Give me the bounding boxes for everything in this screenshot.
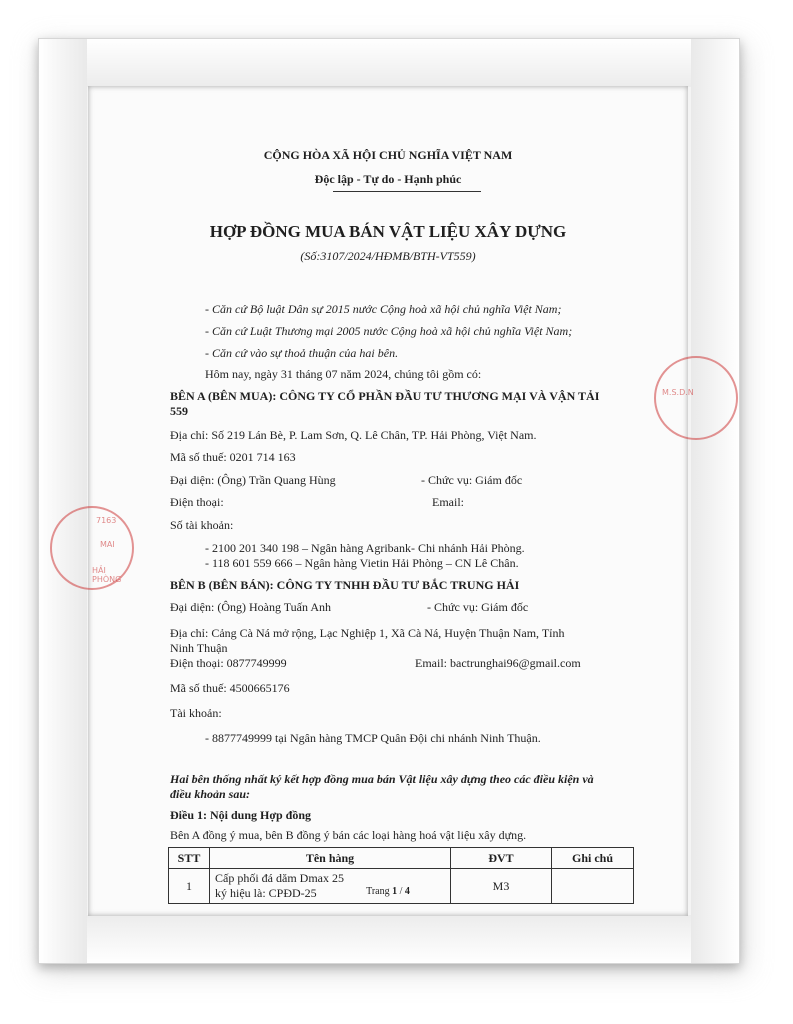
frame-bevel-top bbox=[39, 39, 739, 87]
cell-stt: 1 bbox=[169, 869, 210, 904]
agreement-line-1: Hai bên thống nhất ký kết hợp đồng mua bán Vật liệu xây dựng theo các điều kiện và bbox=[170, 772, 594, 786]
party-b-rep: Đại diện: (Ông) Hoàng Tuấn Anh bbox=[170, 600, 331, 614]
party-a-rep: Đại diện: (Ông) Trần Quang Hùng bbox=[170, 473, 336, 487]
footer-current-page: 1 bbox=[392, 886, 398, 897]
basis-1: - Căn cứ Bộ luật Dân sự 2015 nước Cộng hoà xã hội chủ nghĩa Việt Nam; bbox=[205, 302, 562, 316]
party-b-position: - Chức vụ: Giám đốc bbox=[427, 600, 529, 614]
party-a-heading: BÊN A (BÊN MUA): CÔNG TY CỔ PHẦN ĐẦU TƯ THƯƠNG MẠI VÀ VẬN TẢI bbox=[170, 389, 600, 403]
basis-2: - Căn cứ Luật Thương mại 2005 nước Cộng hoà xã hội chủ nghĩa Việt Nam; bbox=[205, 324, 573, 338]
frame-bevel-left bbox=[39, 39, 87, 963]
party-a-address: Địa chỉ: Số 219 Lán Bè, P. Lam Sơn, Q. Lê Chân, TP. Hải Phòng, Việt Nam. bbox=[170, 428, 537, 442]
article-1-heading: Điều 1: Nội dung Hợp đồng bbox=[170, 808, 312, 822]
party-b-email: Email: bactrunghai96@gmail.com bbox=[415, 656, 581, 670]
article-1-intro: Bên A đồng ý mua, bên B đồng ý bán các loại hàng hoá vật liệu xây dựng. bbox=[170, 828, 527, 842]
cell-unit: M3 bbox=[451, 869, 552, 904]
cell-name-line-1: Cấp phối đá dăm Dmax 25 bbox=[215, 871, 344, 885]
party-a-account-2: - 118 601 559 666 – Ngân hàng Vietin Hải Phòng – CN Lê Chân. bbox=[205, 556, 519, 570]
party-b-address-cont: Ninh Thuận bbox=[170, 641, 228, 655]
picture-frame bbox=[38, 38, 740, 964]
party-b-account: - 8877749999 tại Ngân hàng TMCP Quân Đội chi nhánh Ninh Thuận. bbox=[205, 731, 541, 745]
contract-number: (Số:3107/2024/HĐMB/BTH-VT559) bbox=[300, 249, 476, 263]
stamp-left-bottom-text: HẢI PHÒNG bbox=[92, 566, 122, 584]
basis-3: - Căn cứ vào sự thoả thuận của hai bên. bbox=[205, 346, 399, 360]
party-b-address: Địa chỉ: Cảng Cà Ná mở rộng, Lạc Nghiệp 1, Xã Cà Ná, Huyện Thuận Nam, Tỉnh bbox=[170, 626, 565, 640]
party-b-tax: Mã số thuế: 4500665176 bbox=[170, 681, 290, 695]
stamp-left-mid-text: MAI bbox=[100, 540, 115, 549]
party-a-heading-cont: 559 bbox=[170, 404, 188, 418]
red-stamp-right bbox=[654, 356, 738, 440]
stamp-right-text: M.S.D.N bbox=[662, 388, 694, 397]
party-a-phone: Điện thoại: bbox=[170, 495, 224, 509]
contract-page bbox=[88, 86, 694, 916]
footer-prefix: Trang bbox=[366, 886, 393, 897]
party-a-tax: Mã số thuế: 0201 714 163 bbox=[170, 450, 296, 464]
party-a-account-1: - 2100 201 340 198 – Ngân hàng Agribank- Chi nhánh Hải Phòng. bbox=[205, 541, 525, 555]
motto-underline bbox=[333, 191, 481, 192]
party-b-phone: Điện thoại: 0877749999 bbox=[170, 656, 287, 670]
today-line: Hôm nay, ngày 31 tháng 07 năm 2024, chúng tôi gồm có: bbox=[205, 367, 482, 381]
party-a-position: - Chức vụ: Giám đốc bbox=[421, 473, 523, 487]
party-a-accounts-label: Số tài khoản: bbox=[170, 518, 234, 532]
stamp-left-top-text: 7163 bbox=[96, 516, 117, 525]
footer-separator: / bbox=[397, 886, 405, 897]
party-b-accounts-label: Tài khoản: bbox=[170, 706, 222, 720]
agreement-line-2: điều khoản sau: bbox=[170, 787, 251, 801]
col-header-stt: STT bbox=[169, 848, 210, 869]
col-header-unit: ĐVT bbox=[451, 848, 552, 869]
frame-bevel-bottom bbox=[39, 915, 739, 963]
footer-total-pages: 4 bbox=[404, 886, 410, 897]
red-stamp-left bbox=[50, 506, 134, 590]
col-header-note: Ghi chú bbox=[552, 848, 634, 869]
col-header-name: Tên hàng bbox=[210, 848, 451, 869]
party-b-heading: BÊN B (BÊN BÁN): CÔNG TY TNHH ĐẦU TƯ BẮC TRUNG HẢI bbox=[170, 578, 520, 592]
page-footer bbox=[88, 886, 688, 897]
table-header-row bbox=[169, 848, 634, 869]
party-a-email: Email: bbox=[432, 495, 464, 509]
contract-title: HỢP ĐỒNG MUA BÁN VẬT LIỆU XÂY DỰNG bbox=[209, 222, 567, 241]
frame-bevel-right bbox=[691, 39, 739, 963]
motto: Độc lập - Tự do - Hạnh phúc bbox=[314, 172, 462, 186]
nation-heading: CỘNG HÒA XÃ HỘI CHỦ NGHĨA VIỆT NAM bbox=[263, 148, 513, 162]
cell-name-line-2: ký hiệu là: CPĐD-25 bbox=[215, 886, 317, 900]
